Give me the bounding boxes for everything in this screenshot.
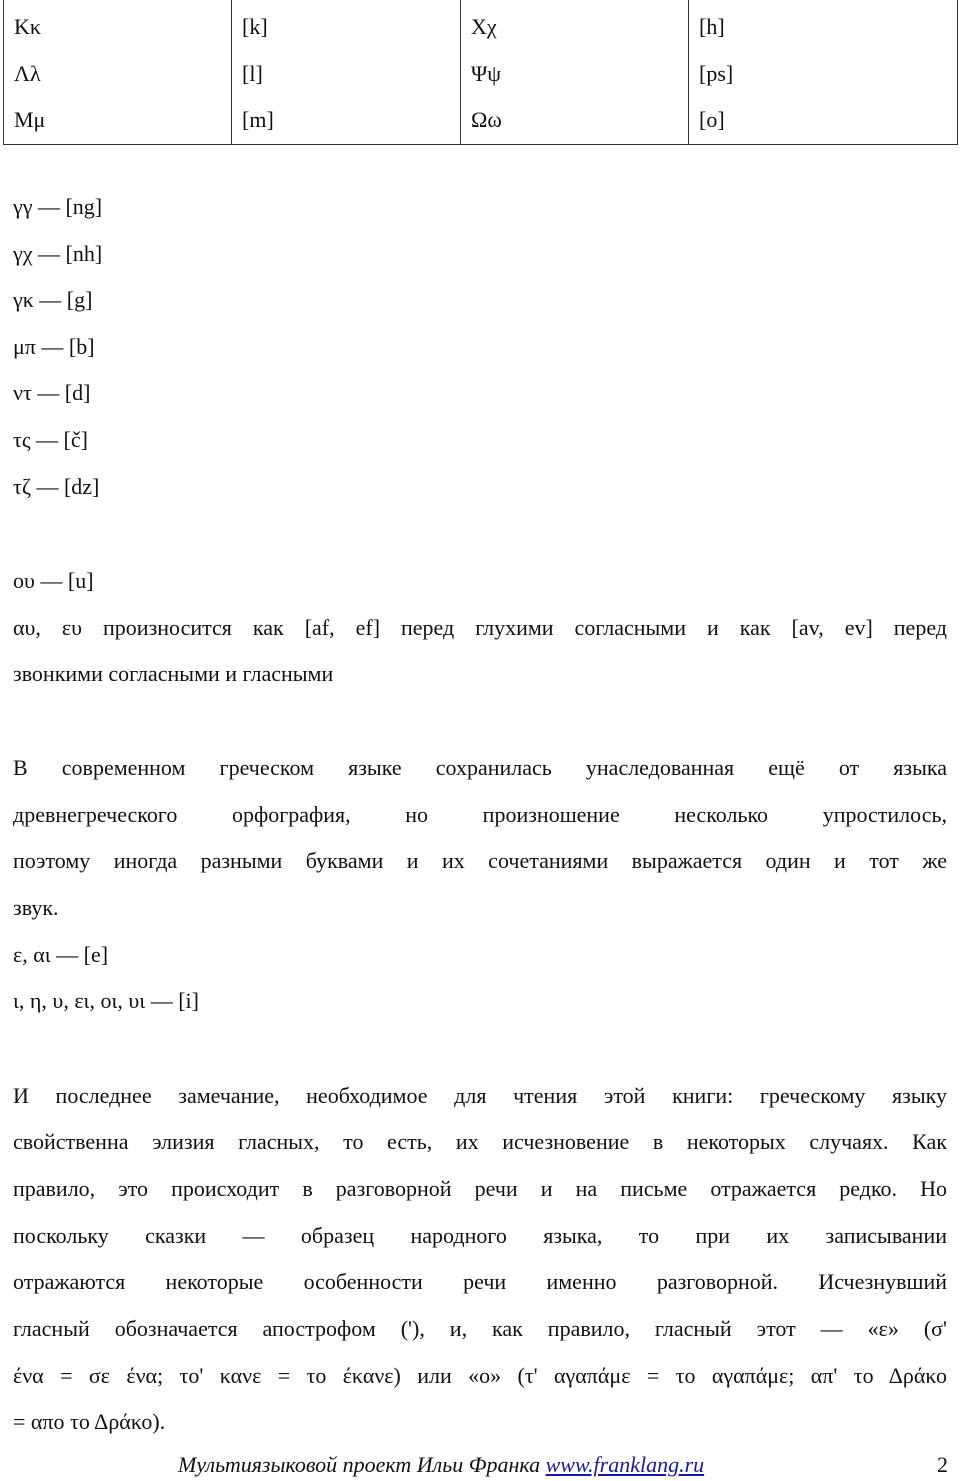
greek-letter: Κκ bbox=[14, 14, 41, 39]
letter-column-2 bbox=[461, 0, 689, 144]
greek-letter: Ψψ bbox=[471, 60, 502, 86]
page-footer bbox=[0, 1452, 960, 1480]
diphthong-au-eu-line-2: звонкими согласными и гласными bbox=[13, 661, 334, 686]
sound-column-2 bbox=[689, 0, 958, 144]
combination-line: γγ — [ng] bbox=[13, 194, 103, 219]
e-sound-line: ε, αι — [e] bbox=[13, 942, 109, 967]
combination-line: τς — [č] bbox=[13, 427, 88, 452]
diphthong-au-eu-line-1: αυ, ευ произносится как [af, ef] перед глухими согласными и как [av, ev] перед bbox=[13, 615, 947, 640]
greek-letter: Μμ bbox=[14, 107, 46, 132]
elision-line: = απο το Δράκο). bbox=[13, 1409, 166, 1434]
page-number: 2 bbox=[937, 1452, 948, 1477]
elision-line: отражаются некоторые особенности речи именно разговорной. Исчезнувший bbox=[13, 1269, 947, 1294]
letter-sound: [k] bbox=[242, 14, 268, 39]
combination-line: τζ — [dz] bbox=[13, 474, 100, 499]
letter-column-1 bbox=[4, 0, 232, 144]
sound-column-1 bbox=[232, 0, 461, 144]
combination-line: ντ — [d] bbox=[13, 380, 91, 405]
greek-letter: Λλ bbox=[14, 60, 41, 86]
greek-letter: Χχ bbox=[471, 14, 497, 39]
elision-line: И последнее замечание, необходимое для чтения этой книги: греческому языку bbox=[13, 1083, 947, 1108]
letter-sound: [ps] bbox=[699, 60, 734, 86]
alphabet-table bbox=[3, 0, 958, 145]
alphabet-table-row bbox=[4, 0, 958, 144]
elision-line: правило, это происходит в разговорной речи и на письме отражается редко. Но bbox=[13, 1176, 947, 1201]
footer-project-name: Мультиязыковой проект Ильи Франка bbox=[178, 1452, 541, 1477]
i-sound-line: ι, η, υ, ει, οι, υι — [i] bbox=[13, 988, 199, 1013]
elision-line: ένα = σε ένα; το' κανε = το έκανε) или «ο» (τ' αγαπάμε = το αγαπάμε; απ' το Δράκο bbox=[13, 1363, 947, 1388]
elision-line: свойственна элизия гласных, то есть, их исчезновение в некоторых случаях. Как bbox=[13, 1129, 947, 1154]
elision-line: поскольку сказки — образец народного языка, то при их записывании bbox=[13, 1223, 947, 1248]
letter-sound: [h] bbox=[699, 14, 725, 39]
combination-line: γχ — [nh] bbox=[13, 241, 103, 266]
letter-sound: [m] bbox=[242, 107, 274, 132]
orthography-line-2: древнегреческого орфография, но произношение несколько упростилось, bbox=[13, 802, 947, 827]
orthography-line-1: В современном греческом языке сохранилась унаследованная ещё от языка bbox=[13, 755, 947, 780]
orthography-line-4: звук. bbox=[13, 895, 59, 920]
combination-line: γκ — [g] bbox=[13, 287, 93, 312]
orthography-line-3: поэтому иногда разными буквами и их сочетаниями выражается один и тот же bbox=[13, 848, 947, 873]
letter-sound: [l] bbox=[242, 60, 263, 86]
letter-sound: [o] bbox=[699, 107, 725, 132]
greek-letter: Ωω bbox=[471, 107, 502, 132]
diphthong-ou: ου — [u] bbox=[13, 568, 94, 593]
combination-line: μπ — [b] bbox=[13, 334, 95, 359]
footer-website-link[interactable]: www.franklang.ru bbox=[545, 1452, 705, 1477]
elision-line: гласный обозначается апострофом ('), и, как правило, гласный этот — «ε» (σ' bbox=[13, 1316, 947, 1341]
footer-project bbox=[178, 1452, 704, 1478]
